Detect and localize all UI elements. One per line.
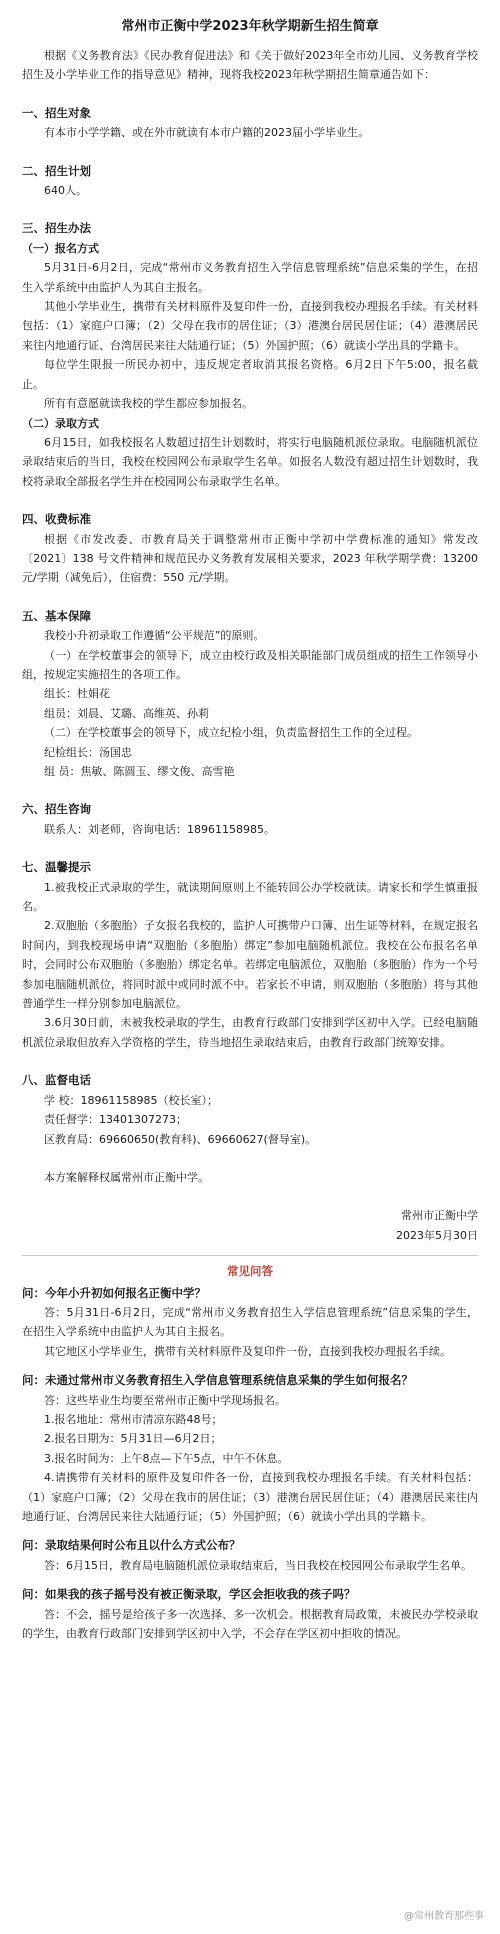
paragraph: （二）在学校董事会的领导下，成立纪检小组，负责监督招生工作的全过程。 bbox=[44, 726, 418, 740]
closing-paragraph: 本方案解释权属常州市正衡中学。 bbox=[44, 1170, 209, 1184]
subsection-heading: （一）报名方式 bbox=[22, 241, 99, 255]
faq-answer: 答：5月31日-6月2日，完成“常州市义务教育招生入学信息管理系统”信息采集的学生，在招生入学系统中由监护人为其自主报名。 bbox=[22, 1305, 478, 1339]
faq-answer: 答：这些毕业生均要至常州市正衡中学现场报名。 bbox=[44, 1393, 286, 1407]
section-heading: 八、监督电话 bbox=[22, 1073, 91, 1088]
paragraph: 5月31日-6月2日，完成“常州市义务教育招生入学信息管理系统”信息采集的学生，在招生入学系统中由监护人为其自主报名。 bbox=[22, 261, 478, 294]
paragraph: 1.被我校正式录取的学生，就读期间原则上不能转回公办学校就读。请家长和学生慎重报名。 bbox=[22, 880, 478, 914]
subsection-heading: （二）录取方式 bbox=[22, 416, 99, 430]
section-heading: 五、基本保障 bbox=[22, 608, 91, 623]
signature-org: 常州市正衡中学 bbox=[401, 1209, 478, 1223]
section-heading: 四、收费标准 bbox=[22, 512, 91, 527]
faq-answer: 1.报名地址：常州市清凉东路48号； bbox=[44, 1412, 223, 1426]
paragraph: 区教育局：69660650(教育科)、69660627(督导室)。 bbox=[44, 1132, 317, 1146]
faq-question: 问：如果我的孩子摇号没有被正衡录取，学区会拒收我的孩子吗？ bbox=[22, 1587, 356, 1602]
paragraph: 2.双胞胎（多胞胎）子女报名我校的，监护人可携带户口簿、出生证等材料，在规定报名时间内，到我校现场申请“双胞胎（多胞胎）绑定”参加电脑随机派位。我校在公布报名名单时，会同时公布双胞胎（多胞胎）绑定名单。若绑定电脑派位，双胞胎（多胞胎）作为一个号参加电脑随机派位，将同时派中或同时派不中。若家长不申请，则双胞胎（多胞胎）将与其他普通学生一样分别参加电脑派位。 bbox=[22, 919, 478, 1011]
faq-answer: 答：不会，摇号是给孩子多一次选择、多一次机会。根据教育局政策，未被民办学校录取的学生，由教育行政部门安排到学区初中入学，不会存在学区初中拒收的情况。 bbox=[22, 1607, 478, 1641]
paragraph: 所有有意愿就读我校的学生都应参加报名。 bbox=[44, 397, 253, 411]
section-divider bbox=[22, 1255, 478, 1256]
paragraph: 联系人：刘老师，咨询电话：18961158985。 bbox=[44, 822, 275, 836]
faq-question: 问：录取结果何时公布且以什么方式公布？ bbox=[22, 1538, 241, 1553]
paragraph: 有本市小学学籍、或在外市就读有本市户籍的2023届小学毕业生。 bbox=[44, 126, 369, 140]
paragraph: 3.6月30日前，未被我校录取的学生，由教育行政部门安排到学区初中入学。已经电脑随机派位录取但放弃入学资格的学生，待当地招生录取结束后，由教育行政部门统筹安排。 bbox=[22, 1016, 478, 1049]
paragraph: 组 员：焦敏、陈圆玉、缪文俊、高雪艳 bbox=[44, 765, 235, 778]
paragraph: 我校小升初录取工作遵循“公平规范”的原则。 bbox=[44, 629, 265, 643]
faq-question: 问：今年小升初如何报名正衡中学？ bbox=[22, 1285, 206, 1300]
section-heading: 一、招生对象 bbox=[22, 105, 91, 120]
faq-question: 问：未通过常州市义务教育招生入学信息管理系统信息采集的学生如何报名？ bbox=[22, 1373, 413, 1388]
section-heading: 七、温馨提示 bbox=[22, 860, 91, 875]
paragraph: （一）在学校董事会的领导下，成立由校行政及相关职能部门成员组成的招生工作领导小组，按规定实施招生的各项工作。 bbox=[22, 648, 478, 681]
paragraph: 组员：刘晨、艾璐、高维英、孙莉 bbox=[44, 706, 209, 720]
watermark: @常州教育那些事 bbox=[404, 1910, 484, 1922]
paragraph: 6月15日，如我校报名人数超过招生计划数时，将实行电脑随机派位录取。电脑随机派位录取结束后的当日，我校在校园网公布录取学生名单。如报名人数没有超过招生计划数时，我校将录取全部报名学生并在校园网公布录取学生名单。 bbox=[22, 435, 478, 488]
paragraph: 每位学生限报一所民办初中，违反规定者取消其报名资格。6月2日下午5:00，报名截止。 bbox=[22, 358, 478, 391]
paragraph: 根据《市发改委、市教育局关于调整常州市正衡中学初中学费标准的通知》常发改〔2021〕138 号文件精神和规范民办义务教育发展相关要求，2023 年秋学期学费：13200 元/学期（减免后），住宿费：550 元/学期。 bbox=[22, 532, 478, 585]
faq-answer: 3.报名时间为：上午8点—下午5点，中午不休息。 bbox=[44, 1451, 289, 1465]
faq-answer: 答：6月15日，教育局电脑随机派位录取结束后，当日我校在校园网公布录取学生名单。 bbox=[44, 1558, 472, 1572]
intro-paragraph: 根据《义务教育法》《民办教育促进法》和《关于做好2023年全市幼儿园、义务教育学校招生及小学毕业工作的指导意见》精神，现将我校2023年秋学期招生简章通告如下： bbox=[22, 49, 478, 82]
faq-answer: 2.报名日期为：5月31日—6月2日； bbox=[44, 1432, 222, 1446]
paragraph: 学 校：18961158985（校长室）； bbox=[44, 1093, 218, 1107]
section-heading: 六、招生咨询 bbox=[22, 802, 91, 817]
signature-date: 2023年5月30日 bbox=[396, 1228, 478, 1242]
section-heading: 二、招生计划 bbox=[22, 163, 91, 178]
paragraph: 组长：杜娟花 bbox=[44, 687, 110, 701]
faq-title: 常见问答 bbox=[227, 1264, 273, 1279]
paragraph: 纪检组长：汤国忠 bbox=[44, 745, 132, 759]
faq-answer: 4.请携带有关材料的原件及复印件各一份，直接到我校办理报名手续。有关材料包括：（1）家庭户口簿；（2）父母在我市的居住证；（3）港澳台居民居住证；（4）港澳居民来往内地通行证、台湾居民来往大陆通行证；（5）外国护照；（6）就读小学出具的学籍卡。 bbox=[22, 1471, 478, 1523]
paragraph: 其他小学毕业生，携带有关材料原件及复印件一份，直接到我校办理报名手续。有关材料包括：（1）家庭户口簿；（2）父母在我市的居住证；（3）港澳台居民居住证；（4）港澳居民来往内地通行证、台湾居民来往大陆通行证；（5）外国护照；（6）就读小学出具的学籍卡。 bbox=[22, 300, 478, 352]
faq-answer: 其它地区小学毕业生，携带有关材料原件及复印件一份，直接到我校办理报名手续。 bbox=[44, 1344, 451, 1358]
page-title: 常州市正衡中学2023年秋学期新生招生简章 bbox=[121, 19, 379, 34]
paragraph: 责任督学：13401307273； bbox=[44, 1113, 187, 1127]
paragraph: 640人。 bbox=[44, 184, 87, 198]
section-heading: 三、招生办法 bbox=[22, 221, 91, 236]
